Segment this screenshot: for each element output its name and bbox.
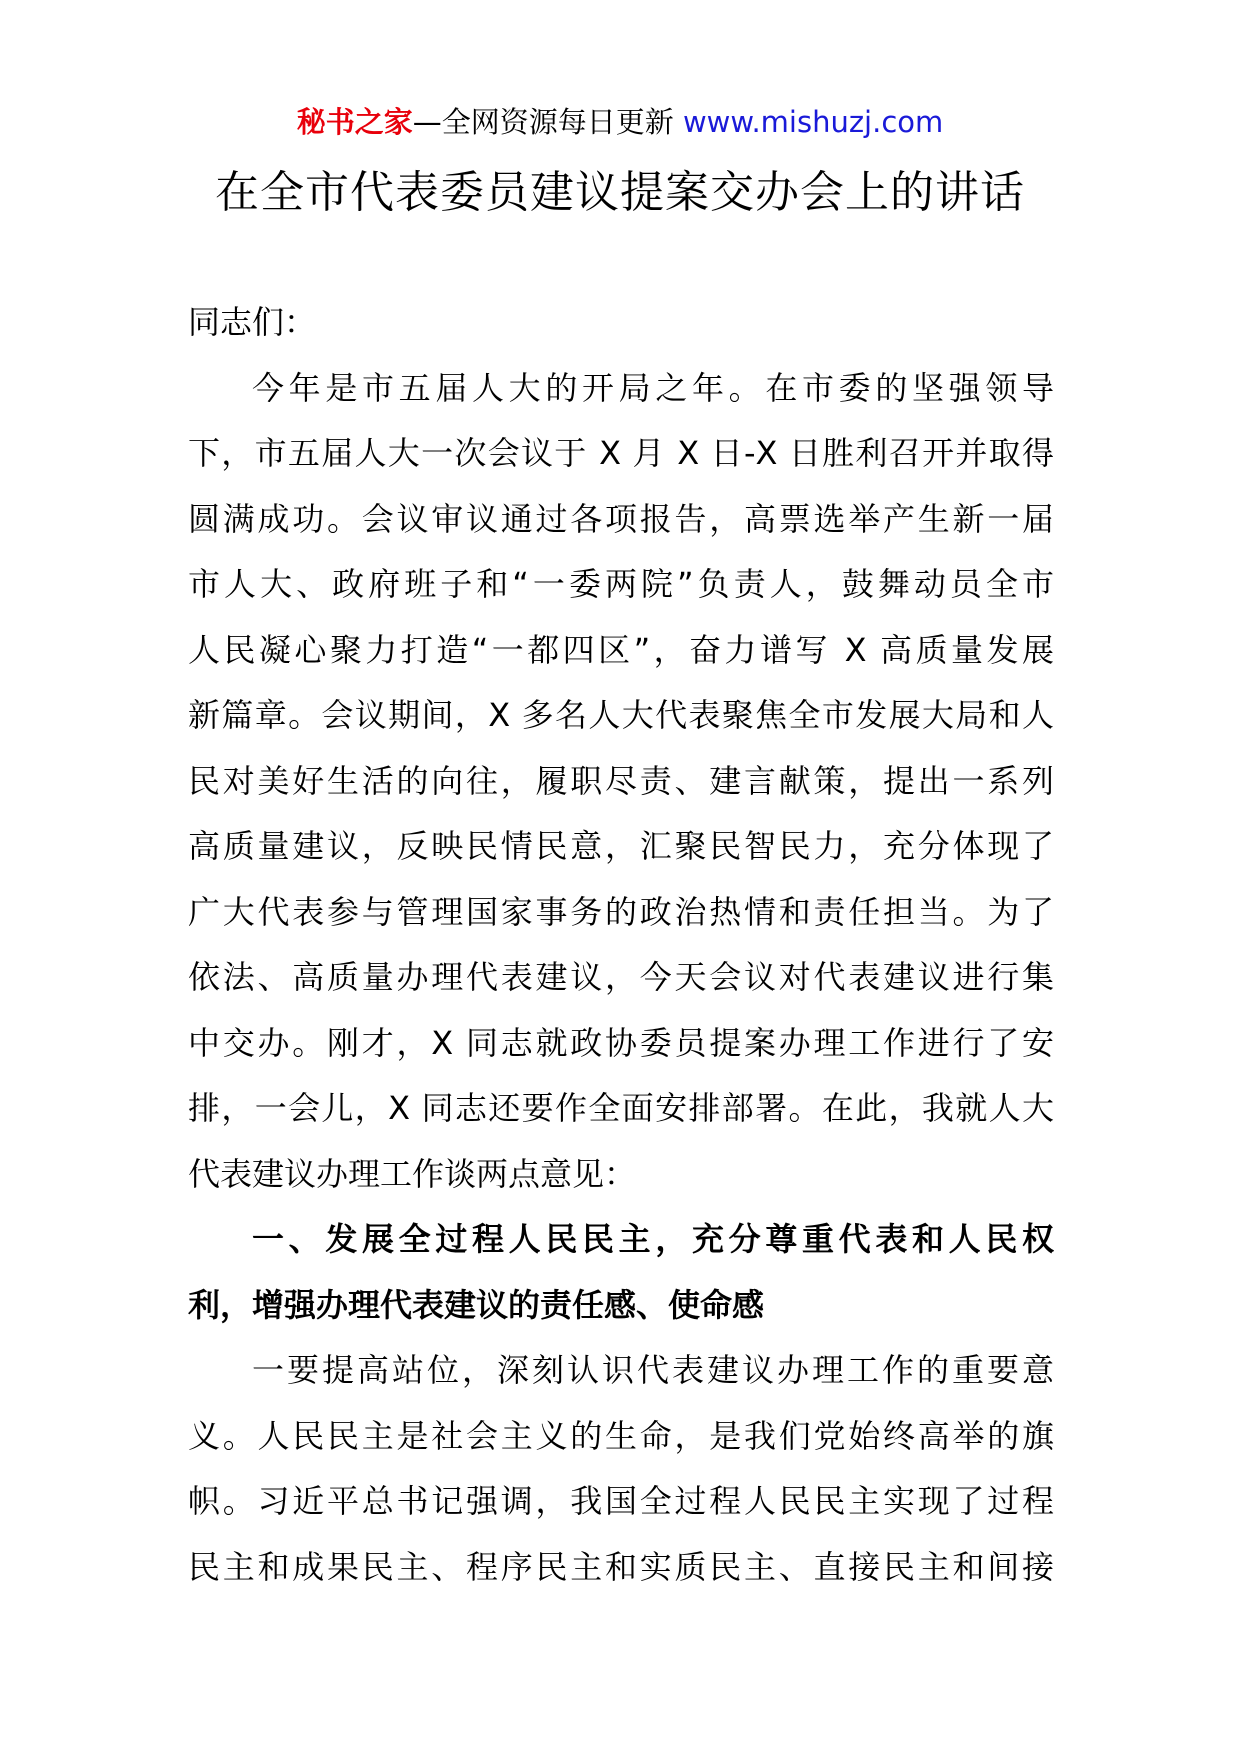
document-title: 在全市代表委员建议提案交办会上的讲话 (215, 167, 1025, 218)
paragraph-line: 圆满成功。会议审议通过各项报告，高票选举产生新一届 (188, 499, 1054, 538)
paragraph-line: 依法、高质量办理代表建议，今天会议对代表建议进行集 (188, 958, 1054, 996)
section-heading: 一、发展全过程人民民主，充分尊重代表和人民权 (252, 1220, 1054, 1258)
paragraph-line: 义。人民民主是社会主义的生命，是我们党始终高举的旗 (188, 1416, 1054, 1455)
paragraph-line: 新篇章。会议期间，X 多名人大代表聚焦全市发展大局和人 (188, 696, 1054, 734)
paragraph-line: 一要提高站位，深刻认识代表建议办理工作的重要意 (252, 1351, 1054, 1389)
section-heading: 利，增强办理代表建议的责任感、使命感 (188, 1285, 765, 1324)
paragraph-line: 人民凝心聚力打造“一都四区”，奋力谱写 X 高质量发展 (188, 630, 1054, 669)
site-url-link[interactable]: www.mishuzj.com (682, 105, 944, 139)
salutation: 同志们： (188, 303, 317, 341)
paragraph-line: 代表建议办理工作谈两点意见： (188, 1154, 637, 1193)
document-body (188, 290, 1054, 1600)
paragraph-line: 今年是市五届人大的开局之年。在市委的坚强领导 (252, 368, 1054, 407)
paragraph-line: 排，一会儿，X 同志还要作全面安排部署。在此，我就人大 (188, 1089, 1054, 1127)
site-brand: 秘书之家 (296, 105, 413, 139)
paragraph-line: 民对美好生活的向往，履职尽责、建言献策，提出一系列 (188, 761, 1054, 800)
paragraph-line: 帜。习近平总书记强调，我国全过程人民民主实现了过程 (188, 1482, 1054, 1520)
paragraph-line: 市人大、政府班子和“一委两院”负责人，鼓舞动员全市 (188, 565, 1054, 603)
paragraph-line: 民主和成果民主、程序民主和实质民主、直接民主和间接 (188, 1547, 1054, 1586)
paragraph-line: 中交办。刚才，X 同志就政协委员提案办理工作进行了安 (188, 1023, 1054, 1062)
site-tagline: —全网资源每日更新 (412, 105, 683, 139)
paragraph-line: 广大代表参与管理国家事务的政治热情和责任担当。为了 (188, 892, 1054, 931)
paragraph-line: 高质量建议，反映民情民意，汇聚民智民力，充分体现了 (188, 827, 1054, 865)
paragraph-line: 下，市五届人大一次会议于 X 月 X 日-X 日胜利召开并取得 (188, 434, 1054, 472)
site-header (0, 100, 1240, 144)
